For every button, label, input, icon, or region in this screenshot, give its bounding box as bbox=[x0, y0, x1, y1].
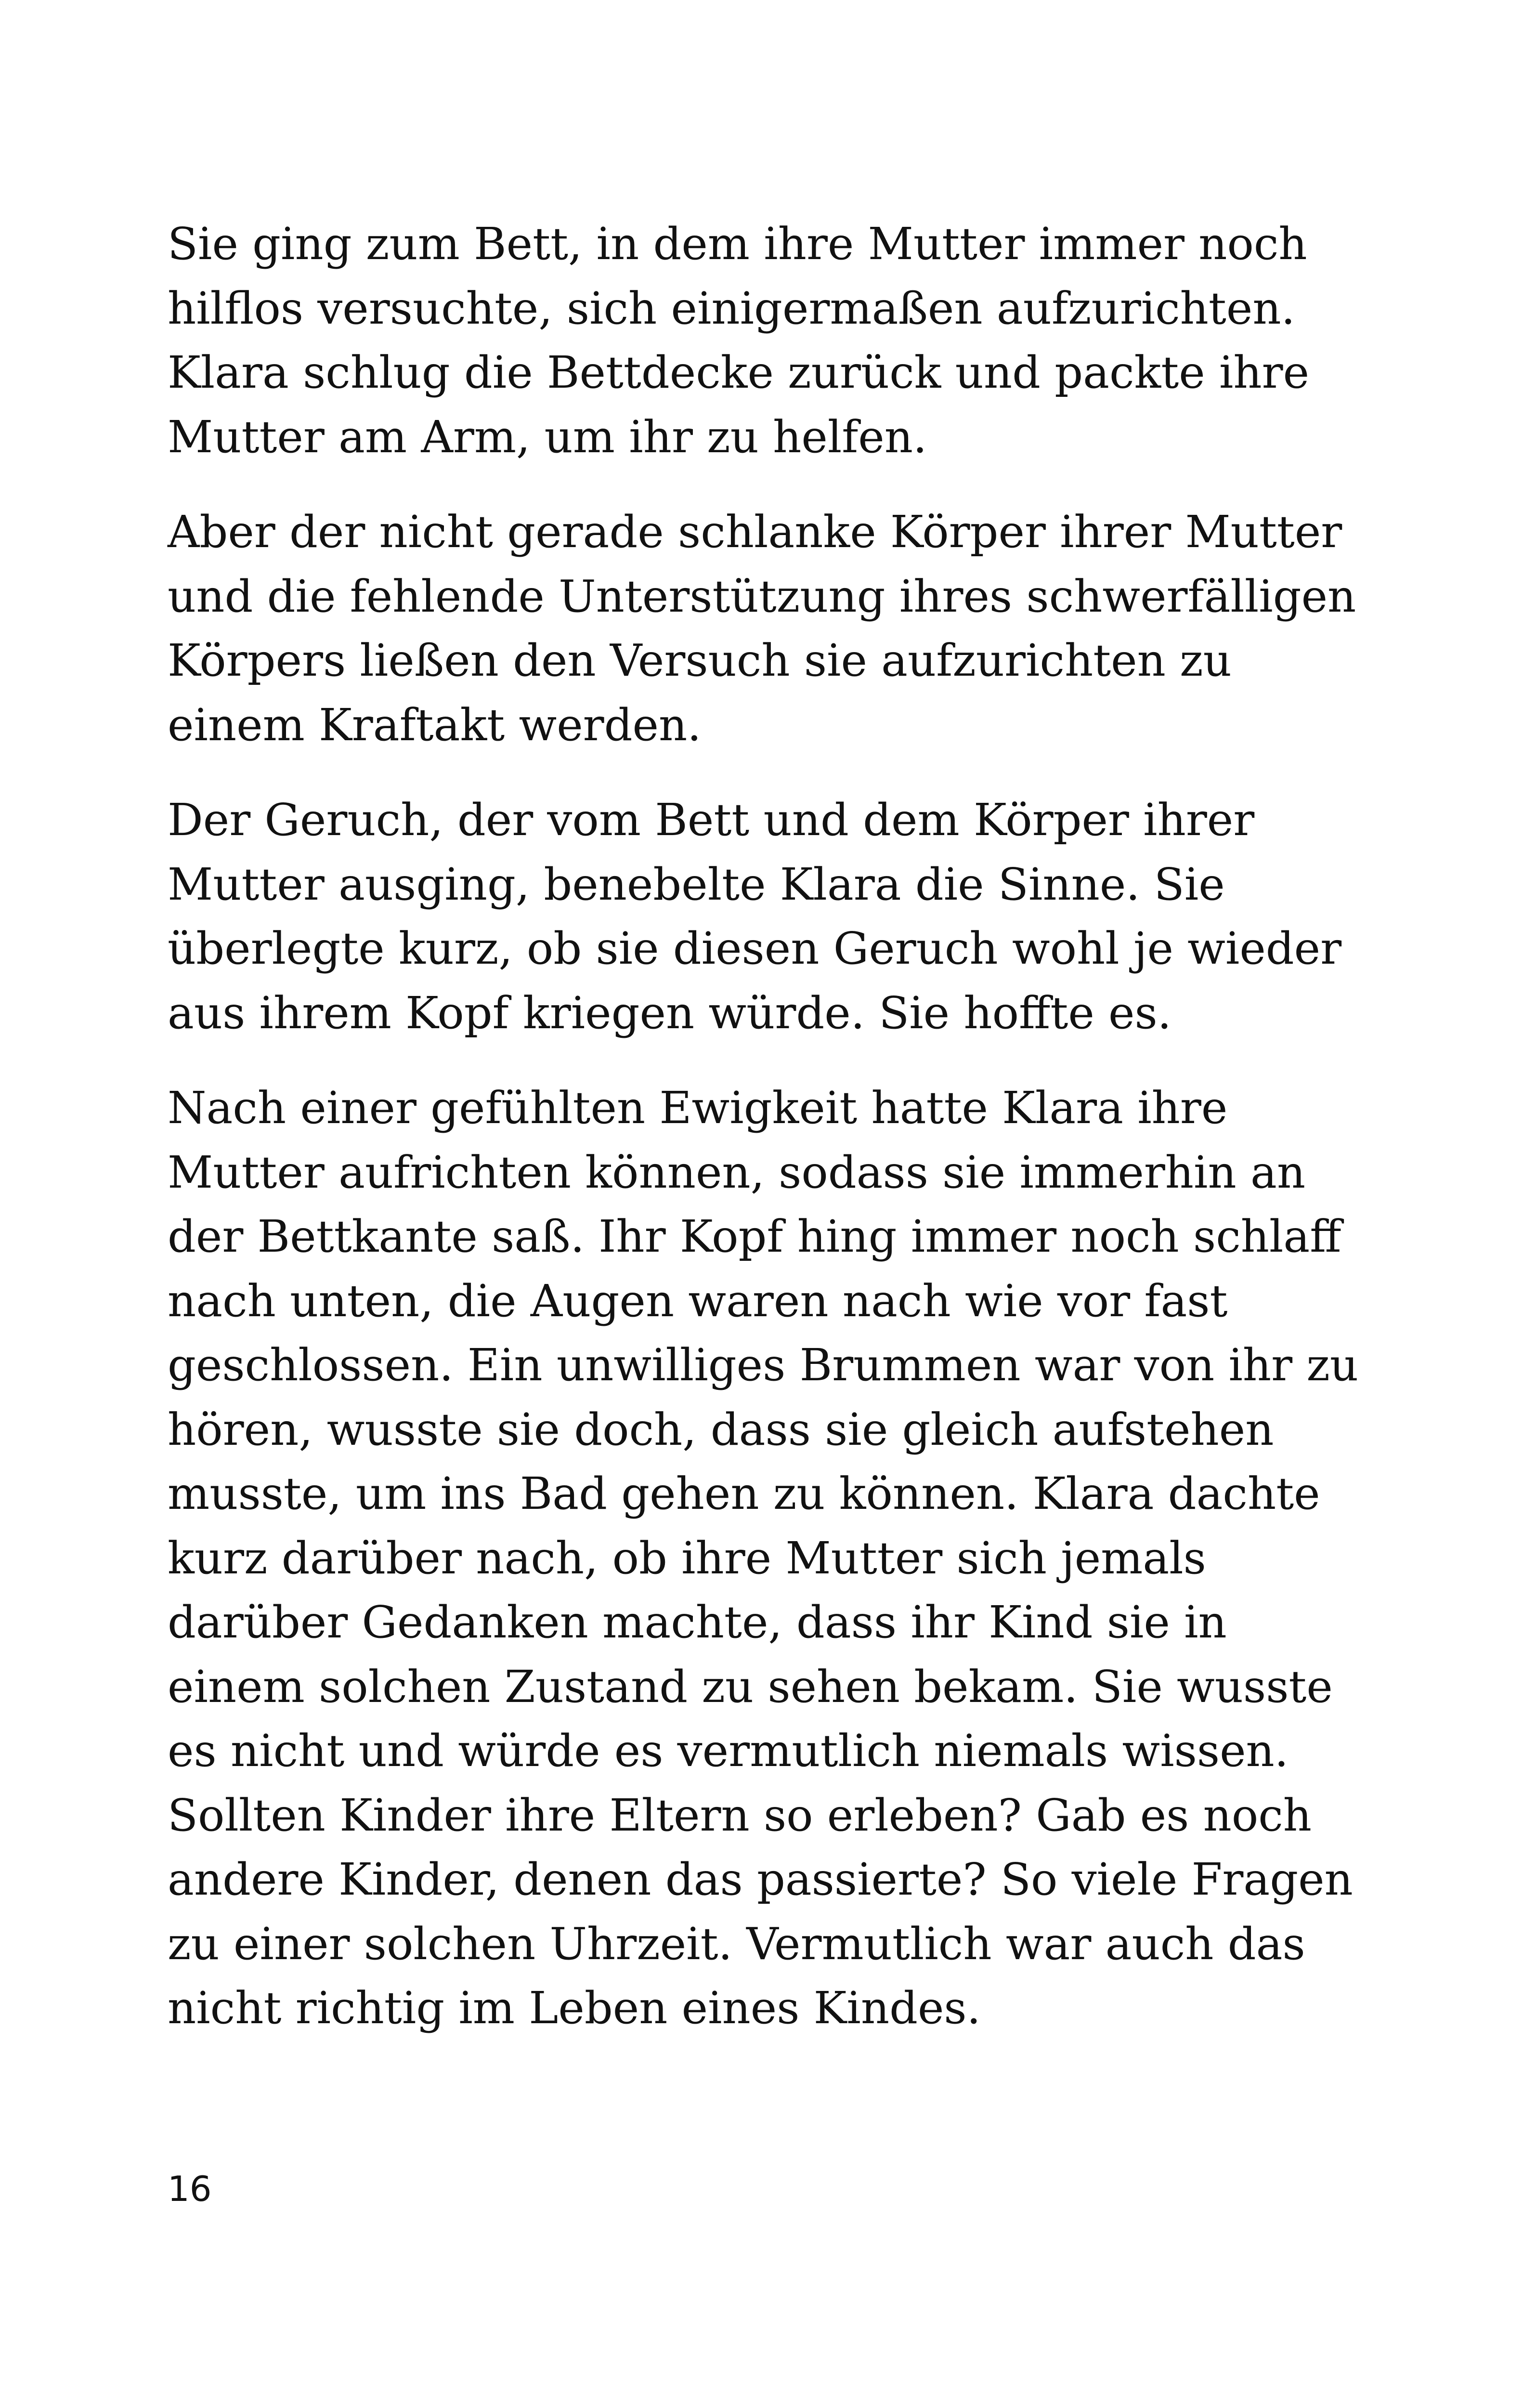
text-line: Der Geruch, der vom Bett und dem Körper ihrer bbox=[168, 794, 1255, 846]
text-line: nicht richtig im Leben eines Kindes. bbox=[168, 1982, 981, 2034]
text-line: hören, wusste sie doch, dass sie gleich aufstehen bbox=[168, 1403, 1274, 1455]
text-line: der Bettkante saß. Ihr Kopf hing immer noch schlaff bbox=[168, 1211, 1341, 1262]
page-number: 16 bbox=[168, 2169, 212, 2209]
paragraph-1 bbox=[168, 212, 1323, 469]
text-line: hilflos versuchte, sich einigermaßen aufzurichten. bbox=[168, 282, 1295, 334]
text-line: und die fehlende Unterstützung ihres schwerfälligen bbox=[168, 570, 1356, 622]
text-line: Sie ging zum Bett, in dem ihre Mutter immer noch bbox=[168, 218, 1307, 270]
text-line: andere Kinder, denen das passierte? So viele Fragen bbox=[168, 1854, 1353, 1905]
paragraph-4 bbox=[168, 1076, 1359, 2041]
text-line: Nach einer gefühlten Ewigkeit hatte Klara ihre bbox=[168, 1082, 1228, 1134]
paragraph-2 bbox=[168, 500, 1356, 757]
text-line: musste, um ins Bad gehen zu können. Klara dachte bbox=[168, 1468, 1320, 1519]
text-line: geschlossen. Ein unwilliges Brummen war von ihr zu bbox=[168, 1339, 1359, 1391]
text-line: überlegte kurz, ob sie diesen Geruch wohl je wieder bbox=[168, 923, 1342, 974]
text-line: nach unten, die Augen waren nach wie vor fast bbox=[168, 1275, 1228, 1327]
text-line: einem Kraftakt werden. bbox=[168, 699, 702, 751]
text-line: Klara schlug die Bettdecke zurück und packte ihre bbox=[168, 347, 1310, 398]
text-line: einem solchen Zustand zu sehen bekam. Sie wusste bbox=[168, 1661, 1333, 1713]
text-line: Aber der nicht gerade schlanke Körper ihrer Mutter bbox=[168, 506, 1342, 558]
text-line: Körpers ließen den Versuch sie aufzurichten zu bbox=[168, 635, 1232, 686]
text-line: Sollten Kinder ihre Eltern so erleben? Gab es noch bbox=[168, 1789, 1312, 1841]
text-line: darüber Gedanken machte, dass ihr Kind sie in bbox=[168, 1597, 1227, 1648]
paragraph-3 bbox=[168, 788, 1342, 1045]
text-line: Mutter aufrichten können, sodass sie immerhin an bbox=[168, 1146, 1306, 1198]
body-text bbox=[168, 212, 1359, 2071]
text-line: kurz darüber nach, ob ihre Mutter sich jemals bbox=[168, 1532, 1206, 1584]
text-line: Mutter am Arm, um ihr zu helfen. bbox=[168, 411, 927, 463]
text-line: zu einer solchen Uhrzeit. Vermutlich war auch das bbox=[168, 1918, 1305, 1970]
text-line: aus ihrem Kopf kriegen würde. Sie hoffte es. bbox=[168, 987, 1172, 1039]
text-line: Mutter ausging, benebelte Klara die Sinne. Sie bbox=[168, 858, 1225, 910]
text-line: es nicht und würde es vermutlich niemals wissen. bbox=[168, 1725, 1289, 1777]
